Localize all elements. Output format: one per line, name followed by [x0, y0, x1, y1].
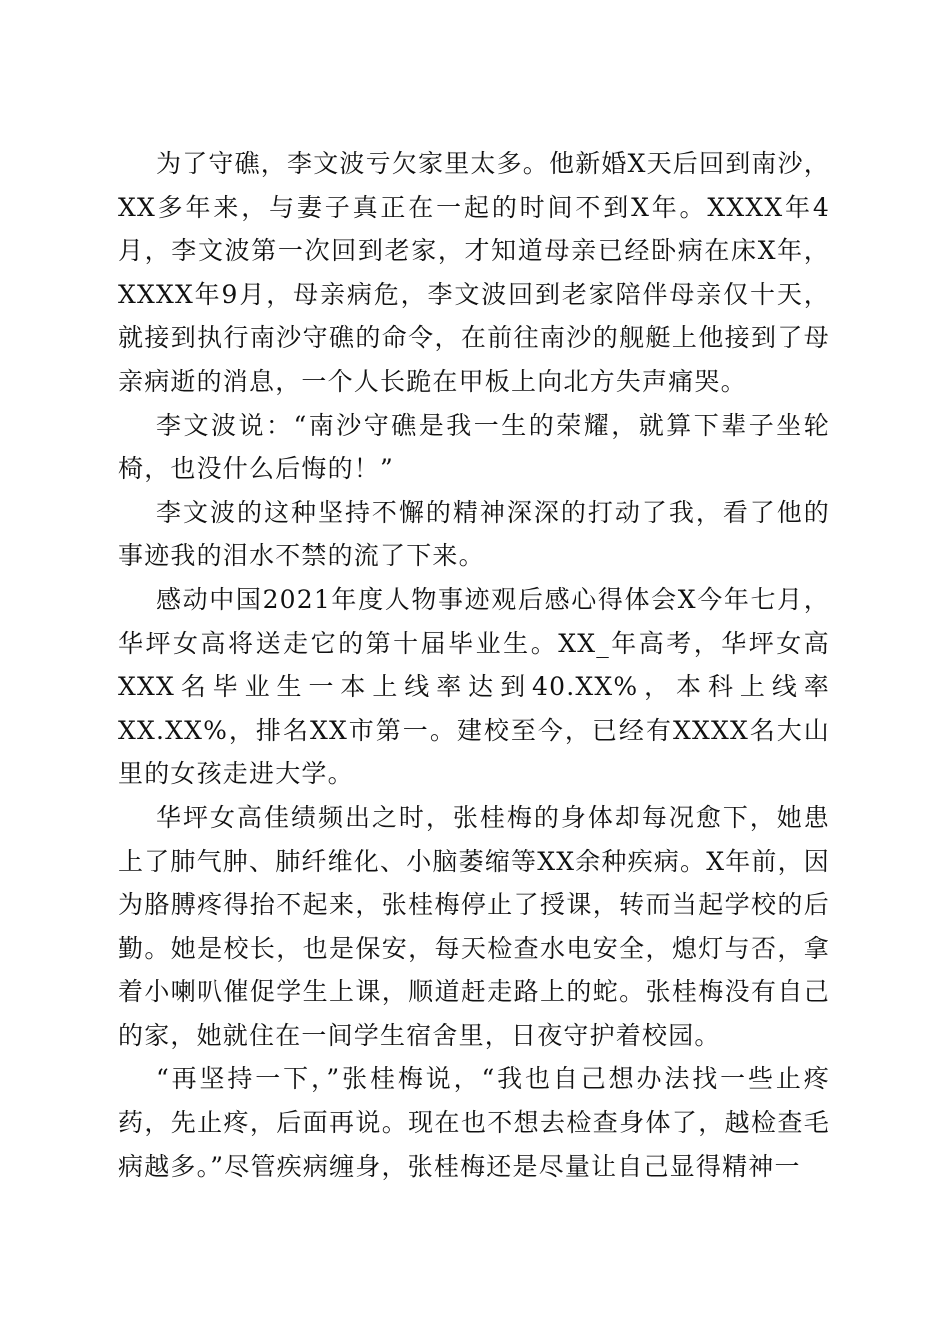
paragraph-li-wenbo-quote: 李文波说：“南沙守礁是我一生的荣耀，就算下辈子坐轮椅，也没什么后悔的！” — [118, 410, 830, 484]
paragraph-li-wenbo-family: 为了守礁，李文波亏欠家里太多。他新婚X天后回到南沙，XX多年来，与妻子真正在一起的时间不到X年。XXXX年4月，李文波第一次回到老家，才知道母亲已经卧病在床X年，XXXX年9月，母亲病危，李文波回到老家陪伴母亲仅十天，就接到执行南沙守礁的命令，在前往南沙的舰艇上他接到了母亲病逝的消息，一个人长跪在甲板上向北方失声痛哭。 — [118, 149, 831, 396]
paragraph-huaping-school: 感动中国2021年度人物事迹观后感心得体会X今年七月，华坪女高将送走它的第十届毕业生。XX_年高考，华坪女高XXX名毕业生一本上线率达到40.XX%，本科上线率XX.XX%，排名XX市第一。建校至今，已经有XXXX名大山里的女孩走进大学。 — [118, 584, 830, 789]
document-body — [118, 142, 830, 1188]
paragraph-reflection: 李文波的这种坚持不懈的精神深深的打动了我，看了他的事迹我的泪水不禁的流了下来。 — [118, 497, 830, 571]
paragraph-zhang-guimei-quote: “再坚持一下，”张桂梅说，“我也自己想办法找一些止疼药，先止疼，后面再说。现在也不想去检查身体了，越检查毛病越多。”尽管疾病缠身，张桂梅还是尽量让自己显得精神一 — [118, 1064, 830, 1181]
paragraph-zhang-guimei-health: 华坪女高佳绩频出之时，张桂梅的身体却每况愈下，她患上了肺气肿、肺纤维化、小脑萎缩等XX余种疾病。X年前，因为胳膊疼得抬不起来，张桂梅停止了授课，转而当起学校的后勤。她是校长，也是保安，每天检查水电安全，熄灯与否，拿着小喇叭催促学生上课，顺道赶走路上的蛇。张桂梅没有自己的家，她就住在一间学生宿舍里，日夜守护着校园。 — [118, 802, 830, 1050]
